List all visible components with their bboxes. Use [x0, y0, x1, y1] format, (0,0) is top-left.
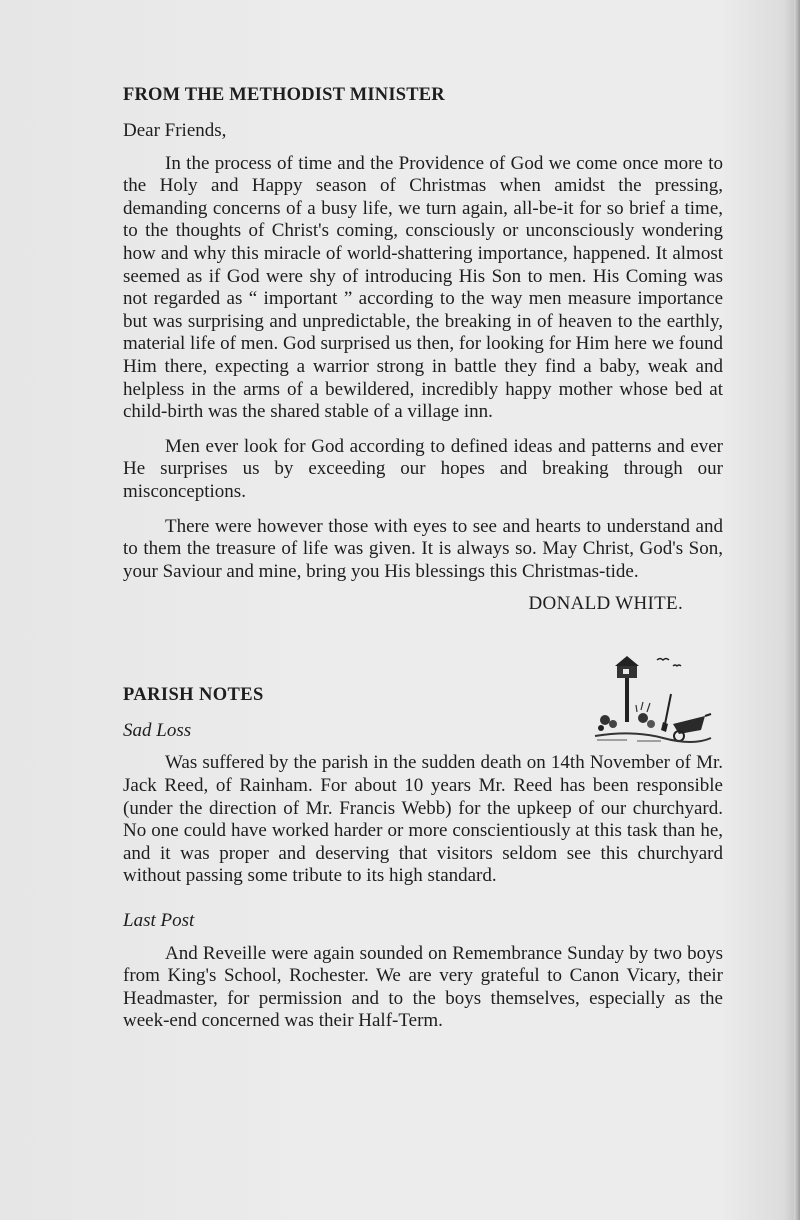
letter-signature: DONALD WHITE. — [528, 593, 683, 615]
minister-letter — [123, 84, 723, 616]
section-title-sad-loss: Sad Loss — [123, 719, 192, 741]
letter-salutation: Dear Friends, — [123, 120, 227, 141]
page-content — [123, 84, 723, 1045]
letter-paragraph-1: In the process of time and the Providence of God we come once more to the Holy and Happy season of Christmas when amidst the pressing, demanding concerns of a busy life, we turn again, all-be-it for so brief a time, to the thoughts of Christ's coming, consciously or unconsciously wondering how and why this miracle of world-shattering importance, happened. It almost seemed as if God were shy of introducing His Son to men. His Coming was not regarded as “ important ” according to the way men measure importance but was surprising and unpredictable, the breaking in of heaven to the earthly, material life of men. God surprised us then, for looking for Him here we found Him there, expecting a warrior strong in battle they find a baby, weak and helpless in the arms of a bewildered, incredibly happy mother whose bed at child-birth was the shared stable of a village inn. — [123, 152, 723, 423]
garden-birdhouse-wheelbarrow-icon — [593, 654, 713, 746]
letter-paragraph-2: Men ever look for God according to defined ideas and patterns and ever He surprises us by exceeding our hopes and breaking through our misconceptions. — [123, 435, 723, 502]
section-text-last-post: And Reveille were again sounded on Remembrance Sunday by two boys from King's School, Rochester. We are very grateful to Canon Vicary, their Headmaster, for permission and to the boys themselves, especially as the week-end concerned was their Half-Term. — [123, 942, 723, 1032]
section-title-last-post: Last Post — [123, 910, 195, 932]
letter-paragraph-3: There were however those with eyes to see and hearts to understand and to them the treasure of life was given. It is always so. May Christ, God's Son, your Saviour and mine, bring you His blessings this Christmas-tide. — [123, 515, 723, 582]
parish-notes-heading: PARISH NOTES — [123, 684, 264, 705]
page-spine-shadow — [794, 0, 800, 1220]
minister-letter-heading: FROM THE METHODIST MINISTER — [123, 85, 445, 105]
section-text-sad-loss: Was suffered by the parish in the sudden death on 14th November of Mr. Jack Reed, of Rainham. For about 10 years Mr. Reed has been responsible (under the direction of Mr. Francis Webb) for the upkeep of our churchyard. No one could have worked harder or more conscientiously at this task than he, and it was proper and deserving that visitors seldom see this churchyard without passing some tribute to its high standard. — [123, 752, 723, 887]
parish-notes — [123, 684, 723, 1033]
